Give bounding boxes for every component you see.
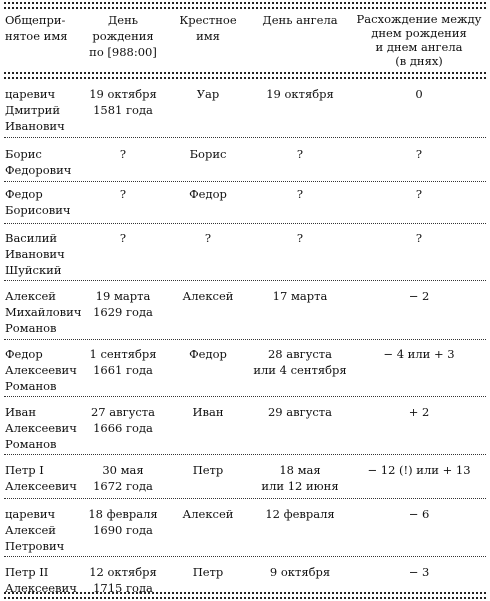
cell-line: 28 августа [267, 347, 333, 361]
row-angel-day [252, 506, 348, 522]
cell-line: Алексей [182, 507, 234, 521]
cell-line: Михайлович [5, 305, 82, 319]
cell-line: 12 октября [89, 565, 157, 579]
cell-line: − 2 [408, 289, 430, 303]
cell-line: имя [196, 29, 220, 43]
row-angel-day [252, 230, 348, 246]
cell-line: 17 марта [272, 289, 328, 303]
row-angel-day [252, 146, 348, 162]
row-separator [4, 280, 486, 281]
row-difference [352, 506, 486, 522]
cell-line: Алексеевич [5, 479, 77, 493]
cell-line: или 12 июня [261, 479, 339, 493]
cell-line: Петр II [5, 565, 49, 579]
cell-line: ? [204, 231, 212, 245]
cell-line: 18 февраля [88, 507, 158, 521]
cell-line: Алексей [5, 523, 56, 537]
cell-line: по [988:00] [89, 45, 157, 59]
cell-line: Петр [192, 463, 224, 477]
row-separator [4, 181, 486, 182]
row-birthday [88, 404, 158, 436]
cell-line: Иван [192, 405, 224, 419]
cell-line: День ангела [262, 13, 338, 27]
cell-line: Иванович [5, 119, 65, 133]
row-birthday [88, 230, 158, 246]
cell-line: Крестное [179, 13, 237, 27]
row-difference [352, 288, 486, 304]
row-name [5, 462, 93, 494]
cell-line: и днем ангела [375, 40, 463, 54]
row-difference [352, 404, 486, 420]
cell-line: или 4 сентября [253, 363, 347, 377]
cell-line: Дмитрий [5, 103, 61, 117]
row-name [5, 346, 93, 394]
cell-line: Василий [5, 231, 58, 245]
row-birthday [88, 186, 158, 202]
row-difference [352, 462, 486, 478]
row-birthday [88, 288, 158, 320]
cell-line: ? [415, 231, 423, 245]
cell-line: День [107, 13, 139, 27]
cell-line: ? [415, 147, 423, 161]
cell-line: ? [296, 231, 304, 245]
cell-line: Иванович [5, 247, 65, 261]
cell-line: Петр [192, 565, 224, 579]
cell-line: − 3 [408, 565, 430, 579]
cell-line: 29 августа [267, 405, 333, 419]
row-baptism-name [168, 186, 248, 202]
cell-line: нятое имя [5, 29, 68, 43]
cell-line: ? [119, 231, 127, 245]
cell-line: 1666 года [93, 421, 153, 435]
row-baptism-name [168, 346, 248, 362]
cell-line: Общепри- [5, 13, 66, 27]
cell-line: царевич [5, 507, 56, 521]
row-angel-day [252, 564, 348, 580]
cell-line: 19 октября [266, 87, 334, 101]
cell-line: ? [296, 147, 304, 161]
cell-line: Уар [196, 87, 220, 101]
cell-line: ? [296, 187, 304, 201]
row-difference [352, 86, 486, 102]
row-baptism-name [168, 506, 248, 522]
bottom-double-rule [4, 592, 486, 599]
row-angel-day [252, 186, 348, 202]
cell-line: ? [119, 147, 127, 161]
row-name [5, 288, 93, 336]
header-col-name [5, 12, 93, 44]
row-separator [4, 339, 486, 340]
cell-line: (в днях) [395, 54, 443, 68]
cell-line: − 4 или + 3 [383, 347, 455, 361]
row-difference [352, 230, 486, 246]
header-col-birthday [88, 12, 158, 60]
cell-line: Шуйский [5, 263, 62, 277]
cell-line: 19 октября [89, 87, 157, 101]
header-col-angel-day [252, 12, 348, 28]
cell-line: 1690 года [93, 523, 153, 537]
cell-line: Алексеевич [5, 421, 77, 435]
cell-line: Расхождение между [356, 12, 482, 26]
cell-line: Петр I [5, 463, 44, 477]
row-separator [4, 454, 486, 455]
cell-line: Петрович [5, 539, 65, 553]
cell-line: 27 августа [90, 405, 156, 419]
row-baptism-name [168, 462, 248, 478]
cell-line: 30 мая [102, 463, 144, 477]
cell-line: 1629 года [93, 305, 153, 319]
cell-line: − 6 [408, 507, 430, 521]
row-angel-day [252, 288, 348, 304]
header-double-rule [4, 72, 486, 79]
row-birthday [88, 146, 158, 162]
cell-line: Романов [5, 321, 57, 335]
row-baptism-name [168, 86, 248, 102]
row-baptism-name [168, 564, 248, 580]
cell-line: 12 февраля [265, 507, 335, 521]
cell-line: Федорович [5, 163, 72, 177]
cell-line: Федор [189, 187, 227, 201]
cell-line: 1581 года [93, 103, 153, 117]
row-name [5, 230, 93, 278]
row-baptism-name [168, 146, 248, 162]
row-angel-day [252, 404, 348, 420]
row-separator [4, 137, 486, 138]
row-angel-day [252, 462, 348, 494]
row-birthday [88, 506, 158, 538]
cell-line: 1715 года [93, 581, 153, 595]
row-angel-day [252, 346, 348, 378]
row-name [5, 146, 93, 178]
cell-line: 18 мая [279, 463, 321, 477]
row-separator [4, 396, 486, 397]
cell-line: Алексеевич [5, 581, 77, 595]
cell-line: 19 марта [95, 289, 151, 303]
cell-line: − 12 (!) или + 13 [367, 463, 471, 477]
row-difference [352, 346, 486, 362]
cell-line: ? [119, 187, 127, 201]
cell-line: 1672 года [93, 479, 153, 493]
cell-line: 1661 года [93, 363, 153, 377]
cell-line: ? [415, 187, 423, 201]
row-difference [352, 186, 486, 202]
header-col-baptism-name [168, 12, 248, 44]
cell-line: Борис [189, 147, 227, 161]
cell-line: Федор [5, 347, 43, 361]
cell-line: днем рождения [371, 26, 467, 40]
row-name [5, 86, 93, 134]
cell-line: 0 [415, 87, 423, 101]
cell-line: Иван [5, 405, 37, 419]
cell-line: Борис [5, 147, 42, 161]
cell-line: Алексей [5, 289, 56, 303]
cell-line: Романов [5, 437, 57, 451]
cell-line: рождения [92, 29, 154, 43]
row-name [5, 186, 93, 218]
row-birthday [88, 86, 158, 118]
cell-line: Борисович [5, 203, 71, 217]
row-difference [352, 146, 486, 162]
row-baptism-name [168, 404, 248, 420]
row-separator [4, 556, 486, 557]
row-baptism-name [168, 230, 248, 246]
row-difference [352, 564, 486, 580]
cell-line: 9 октября [269, 565, 331, 579]
row-birthday [88, 346, 158, 378]
cell-line: Алексеевич [5, 363, 77, 377]
cell-line: Романов [5, 379, 57, 393]
row-baptism-name [168, 288, 248, 304]
header-col-difference [352, 12, 486, 68]
cell-line: + 2 [408, 405, 430, 419]
cell-line: Федор [189, 347, 227, 361]
top-double-rule [4, 2, 486, 9]
row-separator [4, 498, 486, 499]
row-birthday [88, 462, 158, 494]
cell-line: царевич [5, 87, 56, 101]
cell-line: Федор [5, 187, 43, 201]
row-name [5, 404, 93, 452]
row-separator [4, 223, 486, 224]
row-name [5, 506, 93, 554]
cell-line: 1 сентября [89, 347, 157, 361]
row-angel-day [252, 86, 348, 102]
cell-line: Алексей [182, 289, 234, 303]
